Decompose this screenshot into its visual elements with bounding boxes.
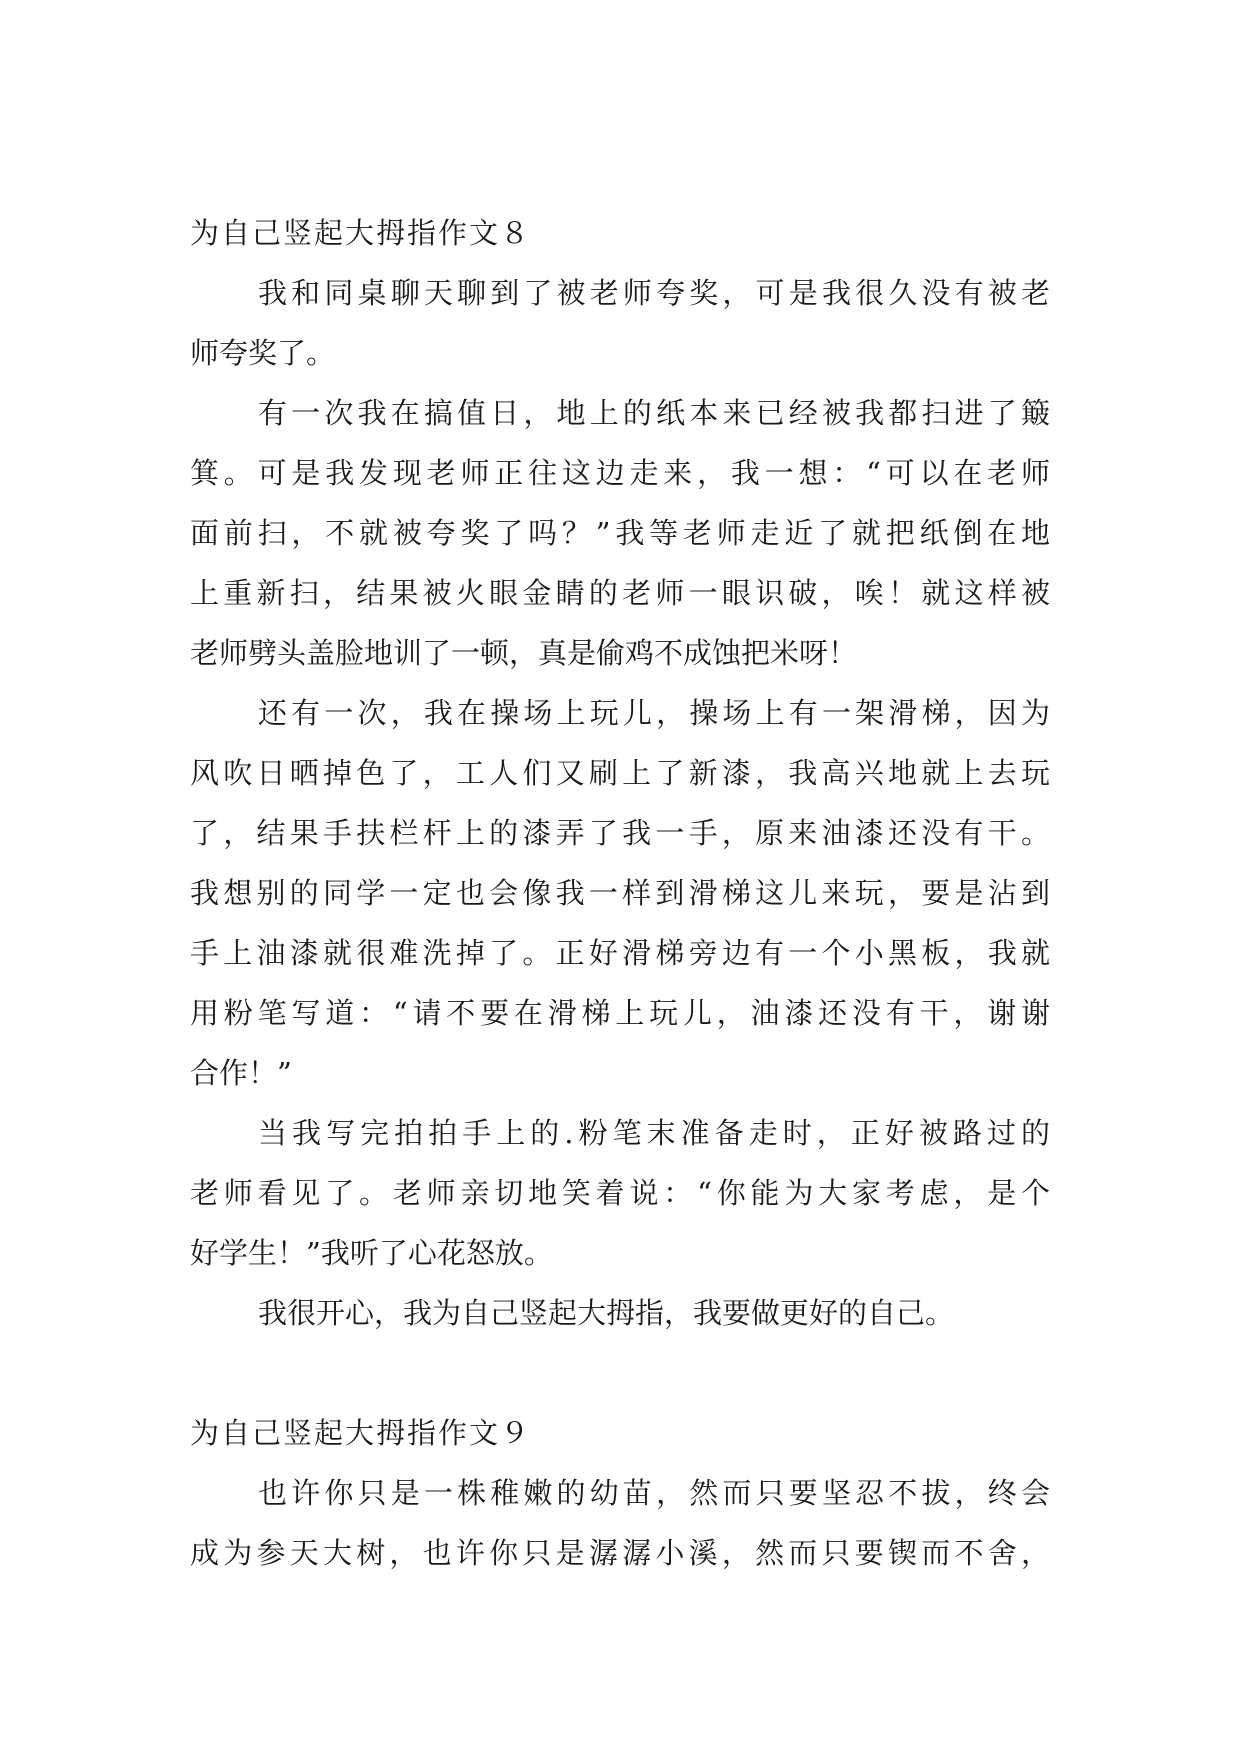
text-line: 我很开心，我为自己竖起大拇指，我要做更好的自己。 <box>258 1296 955 1330</box>
text-line: 也许你只是一株稚嫩的幼苗，然而只要坚忍不拔，终会 <box>258 1476 1050 1510</box>
text-line: 箕。可是我发现老师正往这边走来，我一想：“可以在老师 <box>190 456 1050 490</box>
text-line: 手上油漆就很难洗掉了。正好滑梯旁边有一个小黑板，我就 <box>190 936 1050 970</box>
essay-8-paragraph-1 <box>190 263 1050 383</box>
text-line: 还有一次，我在操场上玩儿，操场上有一架滑梯，因为 <box>258 696 1050 730</box>
text-line: 好学生！”我听了心花怒放。 <box>190 1236 553 1270</box>
section-spacer <box>190 1343 1050 1403</box>
text-line: 当我写完拍拍手上的.粉笔末准备走时，正好被路过的 <box>258 1116 1050 1150</box>
essay-8-title: 为自己竖起大拇指作文８ <box>190 216 532 250</box>
essay-8-paragraph-4 <box>190 1103 1050 1283</box>
text-line: 面前扫，不就被夸奖了吗？”我等老师走近了就把纸倒在地 <box>190 516 1050 550</box>
essay-9-title: 为自己竖起大拇指作文９ <box>190 1416 532 1450</box>
text-line: 我和同桌聊天聊到了被老师夸奖，可是我很久没有被老 <box>258 276 1050 310</box>
text-line: 师夸奖了。 <box>190 336 336 370</box>
document-content <box>190 203 1050 1583</box>
text-line: 合作！” <box>190 1056 292 1090</box>
text-line: 风吹日晒掉色了，工人们又刷上了新漆，我高兴地就上去玩 <box>190 756 1050 790</box>
text-line: 有一次我在搞值日，地上的纸本来已经被我都扫进了簸 <box>258 396 1050 430</box>
text-line: 了，结果手扶栏杆上的漆弄了我一手，原来油漆还没有干。 <box>190 816 1050 850</box>
essay-8-paragraph-5 <box>190 1283 1050 1343</box>
text-line: 老师劈头盖脸地训了一顿，真是偷鸡不成蚀把米呀！ <box>190 636 858 670</box>
essay-8-paragraph-2 <box>190 383 1050 683</box>
text-line: 用粉笔写道：“请不要在滑梯上玩儿，油漆还没有干，谢谢 <box>190 996 1050 1030</box>
essay-9-paragraph-1 <box>190 1463 1050 1583</box>
essay-8-paragraph-3 <box>190 683 1050 1103</box>
text-line: 老师看见了。老师亲切地笑着说：“你能为大家考虑，是个 <box>190 1176 1050 1210</box>
text-line: 成为参天大树，也许你只是潺潺小溪，然而只要锲而不舍， <box>190 1536 1050 1570</box>
text-line: 我想别的同学一定也会像我一样到滑梯这儿来玩，要是沾到 <box>190 876 1050 910</box>
text-line: 上重新扫，结果被火眼金睛的老师一眼识破，唉！就这样被 <box>190 576 1050 610</box>
